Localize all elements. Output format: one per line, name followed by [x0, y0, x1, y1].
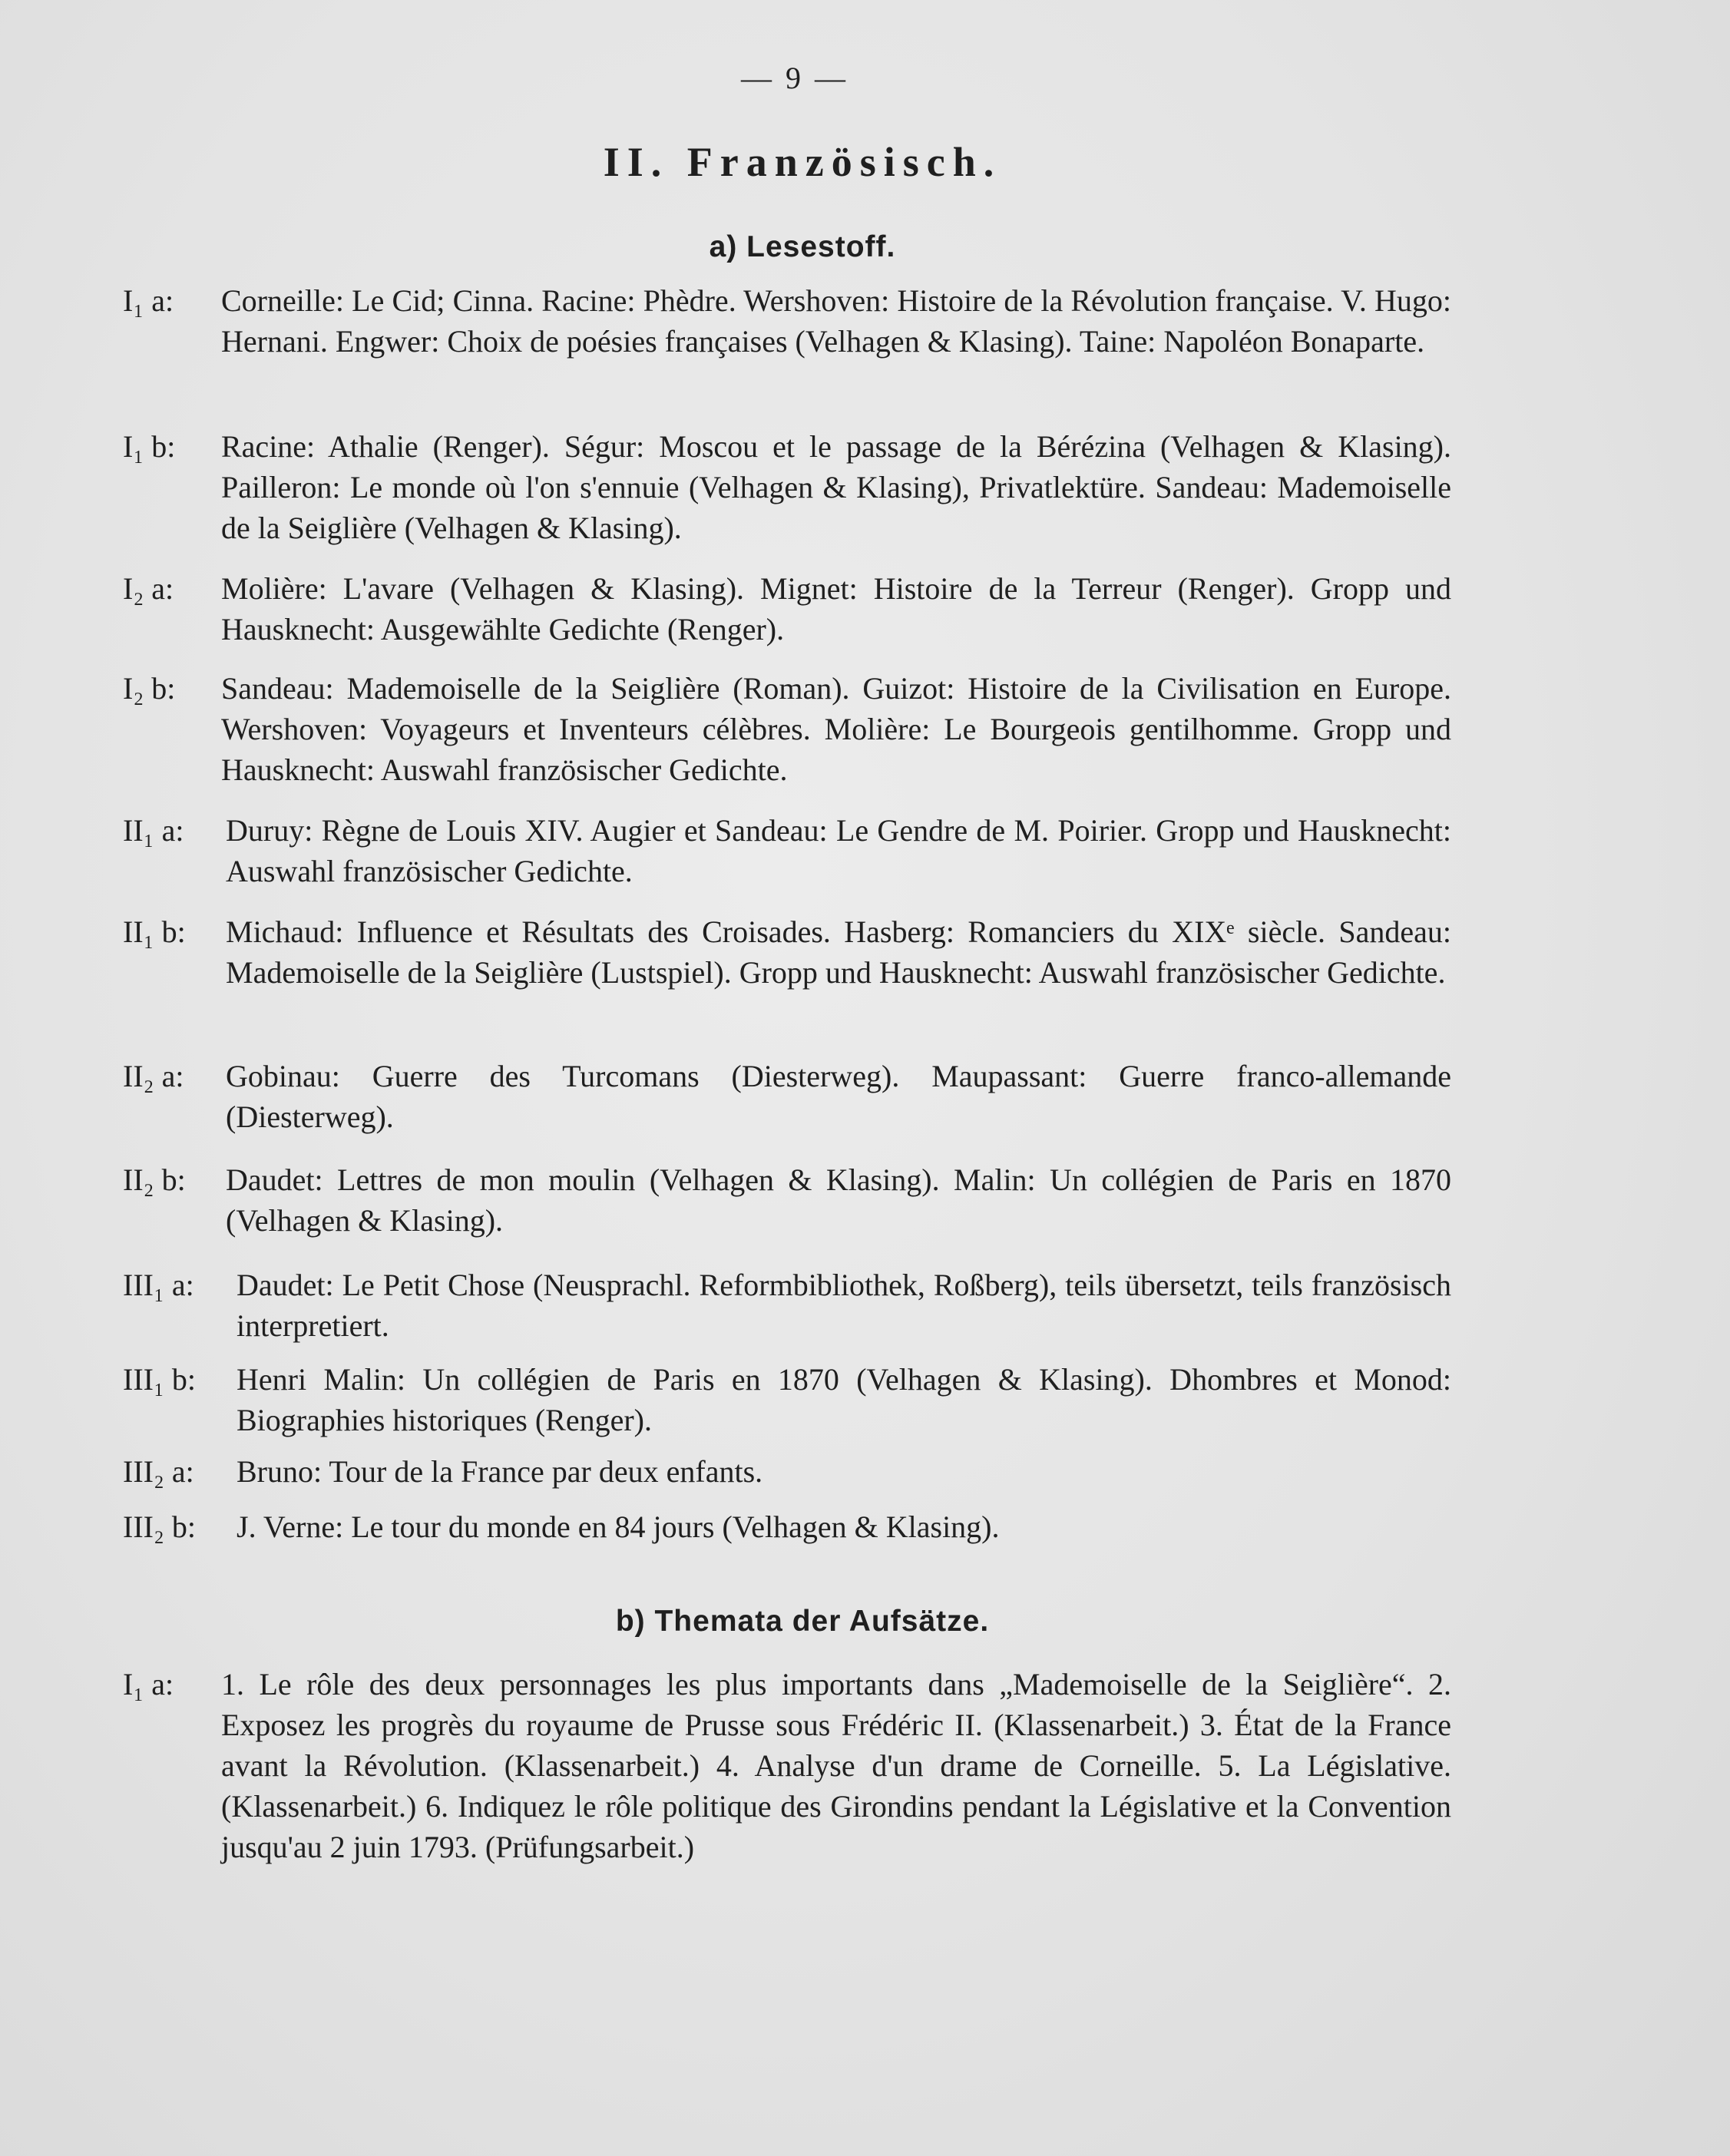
- class-label: I₁ a:: [123, 1667, 174, 1701]
- class-label: I₂ a:: [123, 571, 174, 606]
- entry-text: Gobinau: Guerre des Turcomans (Diesterweg). Maupassant: Guerre franco-allemande (Diesterweg).: [226, 1059, 1451, 1134]
- entry-text: Racine: Athalie (Renger). Ségur: Moscou et le passage de la Bérézina (Velhagen & Klasing). Pailleron: Le monde où l'on s'ennuie (Velhagen & Klasing), Privatlektüre. Sandeau: Mademoiselle de la Seiglière (Velhagen & Klasing).: [221, 429, 1451, 545]
- entry-text: Michaud: Influence et Résultats des Croisades. Hasberg: Romanciers du XIXᵉ siècle. Sandeau: Mademoiselle de la Seiglière (Lustspiel). Gropp und Hausknecht: Auswahl französischer Gedichte.: [226, 914, 1451, 990]
- class-label: II₁ b:: [123, 914, 186, 949]
- class-label: III₁ a:: [123, 1268, 194, 1302]
- class-label: III₂ b:: [123, 1510, 197, 1544]
- entry-text: Bruno: Tour de la France par deux enfants.: [237, 1454, 763, 1489]
- entry-text: Corneille: Le Cid; Cinna. Racine: Phèdre. Wershoven: Histoire de la Révolution française. V. Hugo: Hernani. Engwer: Choix de poésies françaises (Velhagen & Klasing). Taine: Napoléon Bonaparte.: [221, 283, 1451, 359]
- class-label: I₁ a:: [123, 283, 174, 318]
- class-label: II₁ a:: [123, 813, 184, 848]
- entry-text: Molière: L'avare (Velhagen & Klasing). Mignet: Histoire de la Terreur (Renger). Gropp und Hausknecht: Ausgewählte Gedichte (Renger).: [221, 571, 1451, 646]
- entry-text: Daudet: Le Petit Chose (Neusprachl. Reformbibliothek, Roßberg), teils übersetzt, teils französisch interpretiert.: [237, 1268, 1451, 1343]
- entry-text: J. Verne: Le tour du monde en 84 jours (Velhagen & Klasing).: [237, 1510, 1000, 1544]
- class-label: III₁ b:: [123, 1362, 197, 1397]
- entry-text: Daudet: Lettres de mon moulin (Velhagen & Klasing). Malin: Un collégien de Paris en 1870 (Velhagen & Klasing).: [226, 1162, 1451, 1238]
- heading-lesestoff: a) Lesestoff.: [709, 230, 896, 263]
- section-title: II. Französisch.: [603, 139, 1002, 185]
- entry-text: Duruy: Règne de Louis XIV. Augier et Sandeau: Le Gendre de M. Poirier. Gropp und Hausknecht: Auswahl französischer Gedichte.: [226, 813, 1451, 888]
- class-label: I₂ b:: [123, 671, 176, 706]
- class-label: I₁ b:: [123, 429, 176, 464]
- entry-text: 1. Le rôle des deux personnages les plus importants dans „Mademoiselle de la Seiglière“. 2. Exposez les progrès du royaume de Prusse sous Frédéric II. (Klassenarbeit.) 3. État de la France avant la Révolution. (Klassenarbeit.) 4. Analyse d'un drame de Corneille. 5. La Législative. (Klassenarbeit.) 6. Indiquez le rôle politique des Girondins pendant la Législative et la Convention jusqu'au 2 juin 1793. (Prüfungsarbeit.): [221, 1667, 1451, 1864]
- class-label: II₂ a:: [123, 1059, 184, 1093]
- heading-aufsaetze: b) Themata der Aufsätze.: [615, 1605, 990, 1638]
- entry-text: Sandeau: Mademoiselle de la Seiglière (Roman). Guizot: Histoire de la Civilisation en Europe. Wershoven: Voyageurs et Inventeurs célèbres. Molière: Le Bourgeois gentilhomme. Gropp und Hausknecht: Auswahl französischer Gedichte.: [221, 671, 1451, 787]
- page-number: — 9 —: [741, 61, 848, 95]
- class-label: II₂ b:: [123, 1162, 186, 1197]
- entry-text: Henri Malin: Un collégien de Paris en 1870 (Velhagen & Klasing). Dhombres et Monod: Biographies historiques (Renger).: [237, 1362, 1451, 1437]
- class-label: III₂ a:: [123, 1454, 194, 1489]
